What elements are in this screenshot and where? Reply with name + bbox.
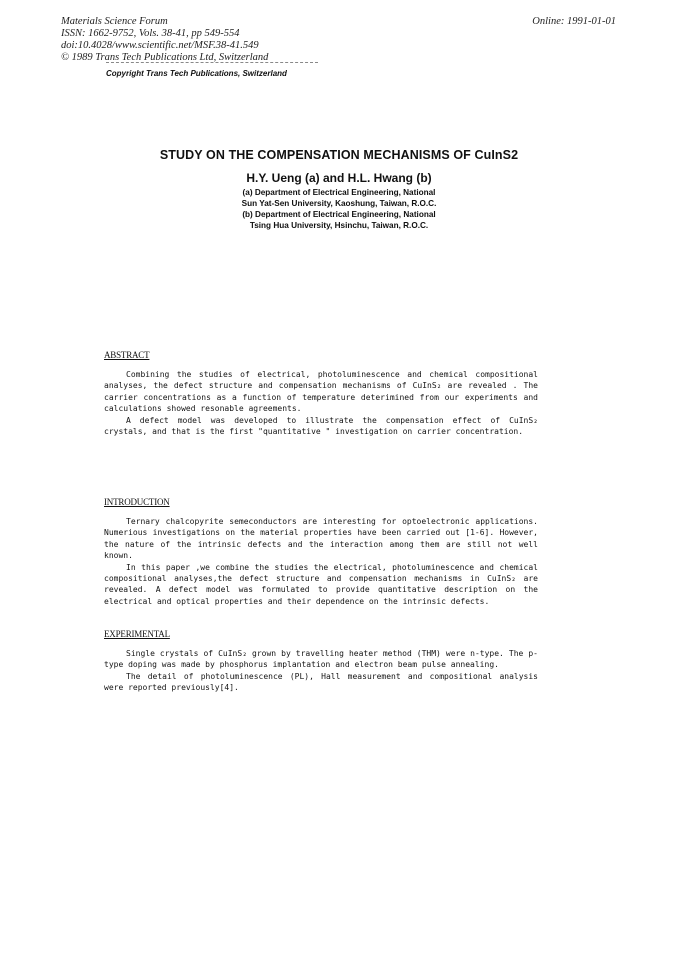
journal-name: Materials Science Forum xyxy=(61,16,168,27)
publisher-line: © 1989 Trans Tech Publications Ltd, Switzerland xyxy=(61,52,269,63)
issn-line: ISSN: 1662-9752, Vols. 38-41, pp 549-554 xyxy=(61,28,240,39)
paper-title: STUDY ON THE COMPENSATION MECHANISMS OF CuInS2 xyxy=(159,148,519,162)
author-line: H.Y. Ueng (a) and H.L. Hwang (b) xyxy=(246,171,432,185)
abstract-paragraph: Combining the studies of electrical, photoluminescence and chemical compositional analyses, the defect structure and compensation mechanisms of CuInS₂ are revealed . The carrier concentrations as a function of temperature deterimined from our experiments and calculations showed resonable agreements. xyxy=(104,370,538,414)
doi-line: doi:10.4028/www.scientific.net/MSF.38-41.549 xyxy=(61,40,259,51)
introduction-paragraph: Ternary chalcopyrite semeconductors are interesting for optoelectronic applications. Numerious investigations on the material properties have been carried out [1-6]. However, the nature of the intrinsic defects and the interaction among them are still not well known. xyxy=(104,517,538,561)
introduction-paragraph: In this paper ,we combine the studies the electrical, photoluminescence and chemical compositional analyses,the defect structure and compensation mechanisms in CuInS₂ are revealed. A defect model was formulated to provide quantitative description on the electrical and optical properties and their dependence on the intrinsic defects. xyxy=(104,562,538,606)
affiliation-line: Tsing Hua University, Hsinchu, Taiwan, R.O.C. xyxy=(249,221,429,230)
affiliations xyxy=(0,187,678,231)
abstract-paragraph: A defect model was developed to illustrate the compensation effect of CuInS₂ crystals, and that is the first "quantitative " investigation on carrier concentration. xyxy=(104,415,538,437)
introduction-heading: INTRODUCTION xyxy=(104,497,170,507)
faded-header-rule xyxy=(106,62,318,64)
experimental-paragraph: The detail of photoluminescence (PL), Hall measurement and compositional analysis were reported previously[4]. xyxy=(104,671,538,693)
online-date: Online: 1991-01-01 xyxy=(532,16,616,27)
affiliation-line: Sun Yat-Sen University, Kaoshung, Taiwan, R.O.C. xyxy=(241,199,437,208)
abstract-heading: ABSTRACT xyxy=(104,350,150,360)
introduction-body xyxy=(104,516,538,607)
affiliation-line: (b) Department of Electrical Engineering, National xyxy=(242,210,436,219)
experimental-paragraph: Single crystals of CuInS₂ grown by travelling heater method (THM) were n-type. The p-type doping was made by phosphorus implantation and electron beam pulse annealing. xyxy=(104,649,538,670)
experimental-heading: EXPERIMENTAL xyxy=(104,629,170,639)
abstract-body xyxy=(104,369,538,437)
citation-block xyxy=(61,16,268,64)
experimental-body xyxy=(104,648,538,694)
copyright-notice: Copyright Trans Tech Publications, Switzerland xyxy=(106,69,287,78)
affiliation-line: (a) Department of Electrical Engineering, National xyxy=(242,188,436,197)
